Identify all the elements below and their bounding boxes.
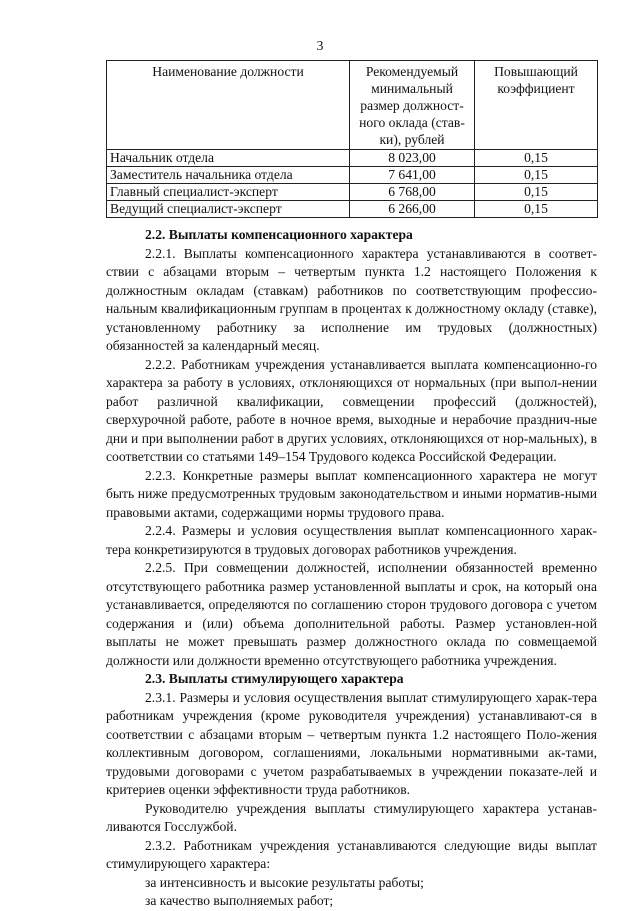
section-heading: 2.2. Выплаты компенсационного характера — [145, 227, 413, 242]
paragraph: 2.3.1. Размеры и условия осуществления выплат стимулирующего харак-тера работникам учреждения (кроме руководителя учреждения) устанавливают-ся в соответствии с абзацами вторым – четвертым пункта 1.2 настоящего Поло-жения коллективным договором, соглашениями, локальными нормативными ак-тами, трудовыми договорами с учетом разрабатываемых в учреждении показате-лей и критериев оценки эффективности труда работников. — [106, 689, 597, 797]
header-coefficient: Повышающий коэффициент — [475, 61, 598, 150]
list-item: за интенсивность и высокие результаты работы; — [145, 874, 424, 890]
cell-coefficient: 0,15 — [475, 184, 598, 201]
cell-coefficient: 0,15 — [475, 201, 598, 218]
cell-salary: 8 023,00 — [350, 150, 475, 167]
paragraph: 2.2.5. При совмещении должностей, исполнении обязанностей временно отсутствующего работника размер установленной выплаты и срок, на который она устанавливается, определяются по соглашению сторон трудового договора с учетом содержания и (или) объема дополнительной работы. Размер установлен-ной выплаты не может превышать размер должностного оклада по совмещаемой должности или должности временно отсутствующего работника учреждения. — [106, 560, 597, 668]
page-number: 3 — [316, 38, 324, 53]
cell-salary: 6 266,00 — [350, 201, 475, 218]
paragraph: 2.2.1. Выплаты компенсационного характера устанавливаются в соответ-ствии с абзацами вторым – четвертым пункта 1.2 настоящего Положения к должностным окладам (ставкам) работников по соответствующим профессио-нальным квалификационным группам в процентах к должностному окладу (ставке), установленному работнику за исполнение им трудовых (должностных) обязанностей за календарный месяц. — [106, 245, 597, 353]
cell-salary: 6 768,00 — [350, 184, 475, 201]
paragraph: 2.2.3. Конкретные размеры выплат компенсационного характера не могут быть ниже предусмотренных трудовым законодательством и иными норматив-ными правовыми актами, содержащими нормы трудового права. — [106, 467, 597, 520]
cell-position: Заместитель начальника отдела — [107, 167, 350, 184]
header-position: Наименование должности — [107, 61, 350, 150]
cell-position: Ведущий специалист-эксперт — [107, 201, 350, 218]
cell-coefficient: 0,15 — [475, 167, 598, 184]
paragraph: 2.3.2. Работникам учреждения устанавливаются следующие виды выплат стимулирующего характера: — [106, 837, 597, 871]
cell-coefficient: 0,15 — [475, 150, 598, 167]
header-salary: Рекомендуемый минимальный размер должност-ного оклада (став-ки), рублей — [350, 61, 475, 150]
salary-table — [106, 60, 598, 218]
table-row — [107, 167, 598, 184]
body-text — [106, 226, 597, 911]
cell-salary: 7 641,00 — [350, 167, 475, 184]
paragraph: 2.2.4. Размеры и условия осуществления выплат компенсационного харак-тера конкретизируются в трудовых договорах работников учреждения. — [106, 523, 597, 557]
table-row — [107, 201, 598, 218]
table-row — [107, 184, 598, 201]
list-item: за качество выполняемых работ; — [145, 893, 334, 908]
section-heading: 2.3. Выплаты стимулирующего характера — [145, 671, 404, 686]
table-row — [107, 150, 598, 167]
cell-position: Главный специалист-эксперт — [107, 184, 350, 201]
paragraph: 2.2.2. Работникам учреждения устанавливается выплата компенсационно-го характера за работу в условиях, отклоняющихся от нормальных (при выпол-нении работ различной квалификации, совмещении профессий (должностей), сверхурочной работе, работе в ночное время, выходные и нерабочие празднич-ные дни и при выполнении работ в других условиях, отклоняющихся от нор-мальных), в соответствии со статьями 149–154 Трудового кодекса Российской Федерации. — [106, 356, 597, 464]
paragraph: Руководителю учреждения выплаты стимулирующего характера устанав-ливаются Госслужбой. — [106, 800, 597, 834]
cell-position: Начальник отдела — [107, 150, 350, 167]
table-header-row — [107, 61, 598, 150]
